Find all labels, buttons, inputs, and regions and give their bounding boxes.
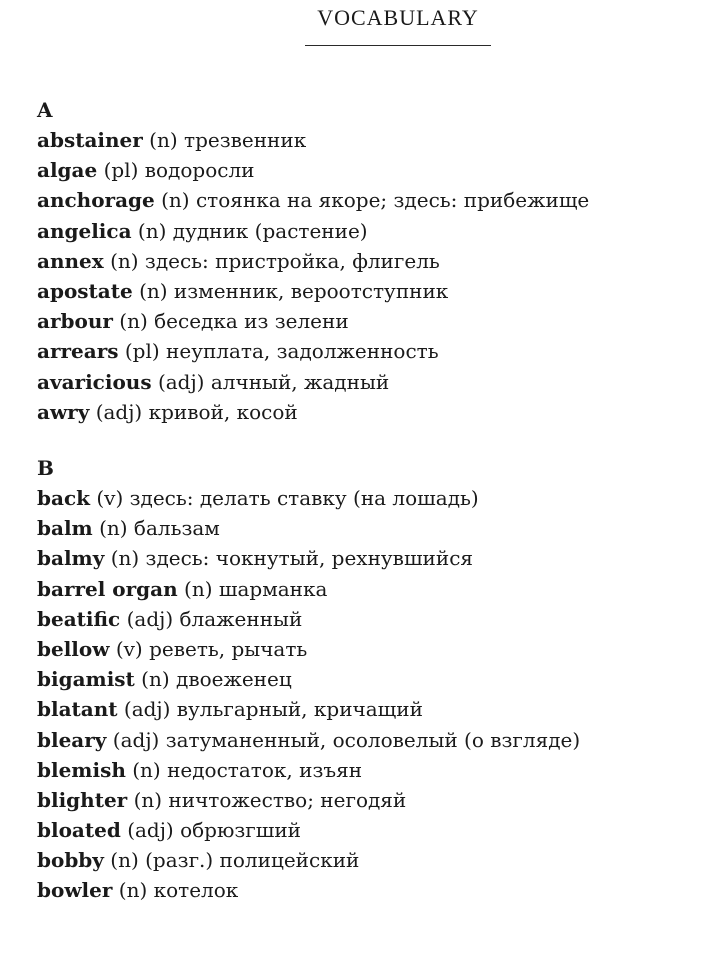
section-b xyxy=(37,453,697,906)
entry-word: anchorage xyxy=(37,188,155,213)
title-underline xyxy=(305,45,491,46)
section-letter: B xyxy=(37,456,54,480)
vocab-entry xyxy=(37,785,697,815)
vocab-entry xyxy=(37,574,697,604)
entry-word: bloated xyxy=(37,818,121,843)
vocab-entry xyxy=(37,246,697,276)
vocab-entry xyxy=(37,513,697,543)
entry-word: blemish xyxy=(37,757,126,782)
vocab-entry xyxy=(37,725,697,755)
vocab-entry xyxy=(37,815,697,845)
entry-word: annex xyxy=(37,248,104,273)
vocab-entry xyxy=(37,185,697,215)
entry-definition: (n) стоянка на якоре; здесь: прибежище xyxy=(161,188,590,213)
entry-word: bowler xyxy=(37,878,113,903)
entry-definition: (v) здесь: делать ставку (на лошадь) xyxy=(96,486,479,510)
vocab-entry xyxy=(37,276,697,306)
entry-definition: (n) (разг.) полицейский xyxy=(110,848,360,873)
entry-definition: (n) бальзам xyxy=(99,516,220,541)
entry-definition: (adj) вульгарный, кричащий xyxy=(123,697,423,722)
entry-definition: (n) трезвенник xyxy=(149,128,307,152)
entry-word: algae xyxy=(37,158,98,183)
entry-definition: (n) изменник, вероотступник xyxy=(139,278,449,303)
entry-word: balmy xyxy=(37,546,105,571)
vocab-entry xyxy=(37,755,697,785)
entry-definition: (v) реветь, рычать xyxy=(115,636,308,661)
vocab-entry xyxy=(37,543,697,573)
entry-word: back xyxy=(37,486,90,510)
entry-definition: (adj) алчный, жадный xyxy=(157,369,390,394)
entry-definition: (n) здесь: пристройка, флигель xyxy=(110,248,440,273)
vocab-entry xyxy=(37,664,697,694)
vocab-entry xyxy=(37,367,697,397)
entry-definition: (adj) кривой, косой xyxy=(95,399,298,424)
entry-word: balm xyxy=(37,516,93,541)
entry-word: arrears xyxy=(37,339,119,364)
entry-word: awry xyxy=(37,399,90,424)
entry-definition: (n) двоеженец xyxy=(141,667,292,692)
page-title: VOCABULARY xyxy=(317,5,479,30)
vocab-entry xyxy=(37,155,697,185)
entry-definition: (n) здесь: чокнутый, рехнувшийся xyxy=(110,546,474,571)
entry-word: barrel organ xyxy=(37,576,178,601)
entry-word: arbour xyxy=(37,309,113,334)
vocab-entry xyxy=(37,694,697,724)
entry-word: bleary xyxy=(37,727,107,752)
vocab-entry xyxy=(37,845,697,875)
vocab-entry xyxy=(37,875,697,905)
vocab-entry xyxy=(37,306,697,336)
entry-definition: (n) шарманка xyxy=(184,576,328,601)
entry-definition: (adj) блаженный xyxy=(126,606,303,631)
entry-definition: (adj) затуманенный, осоловелый (о взгляде) xyxy=(112,727,581,752)
vocab-entry xyxy=(37,125,697,155)
entry-word: angelica xyxy=(37,218,132,243)
entry-word: apostate xyxy=(37,278,133,303)
entry-word: blatant xyxy=(37,697,118,722)
entry-word: abstainer xyxy=(37,128,143,152)
entry-definition: (pl) неуплата, задолженность xyxy=(124,339,439,364)
entry-definition: (n) ничтожество; негодяй xyxy=(133,787,407,812)
vocab-entry xyxy=(37,216,697,246)
entry-word: bigamist xyxy=(37,667,135,692)
entry-word: blighter xyxy=(37,787,128,812)
vocab-entry xyxy=(37,397,697,427)
entry-word: bellow xyxy=(37,636,110,661)
entry-definition: (n) недостаток, изъян xyxy=(132,757,363,782)
vocab-entry xyxy=(37,634,697,664)
vocab-entry xyxy=(37,483,697,513)
entry-definition: (adj) обрюзгший xyxy=(127,818,302,843)
entry-definition: (pl) водоросли xyxy=(103,158,255,183)
section-letter: A xyxy=(37,98,53,122)
vocab-entry xyxy=(37,604,697,634)
entry-word: bobby xyxy=(37,848,104,873)
entry-definition: (n) беседка из зелени xyxy=(119,309,349,334)
entry-word: beatific xyxy=(37,606,121,631)
section-a xyxy=(37,95,697,427)
entry-word: avaricious xyxy=(37,369,152,394)
entry-definition: (n) дудник (растение) xyxy=(137,218,368,243)
vocab-entry xyxy=(37,336,697,366)
entry-definition: (n) котелок xyxy=(118,878,239,903)
